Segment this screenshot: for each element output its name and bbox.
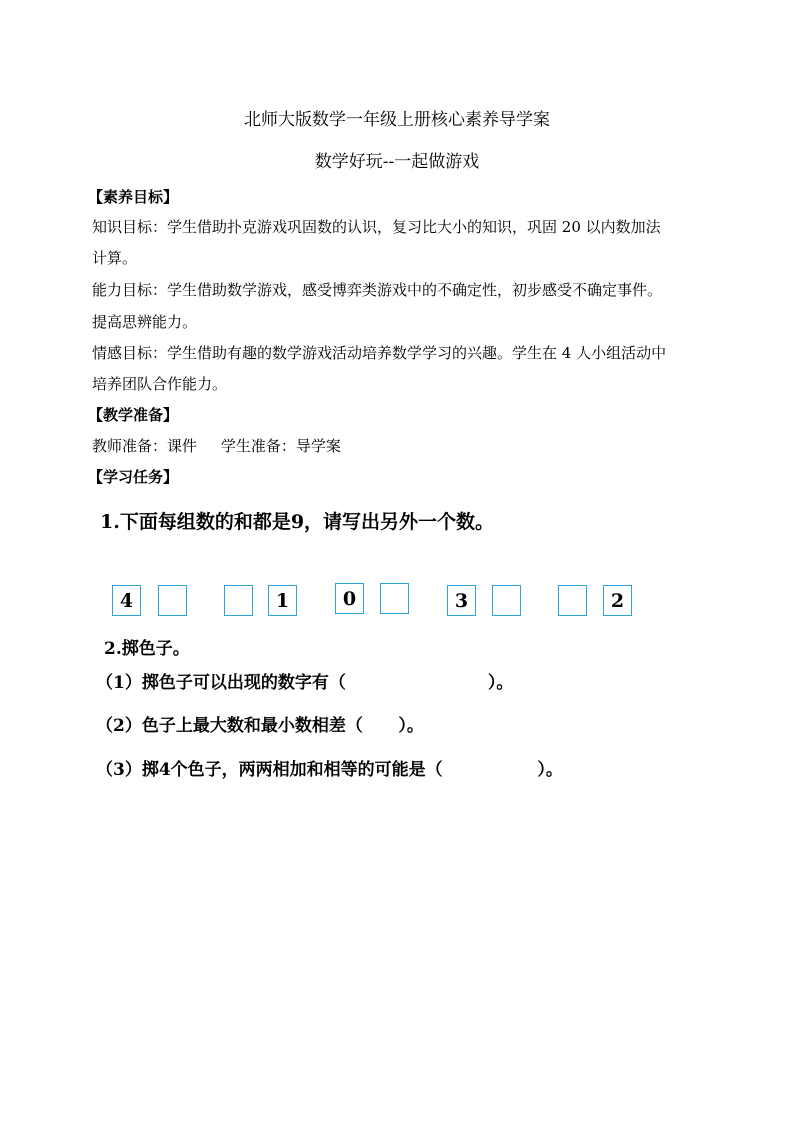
answer-box-3[interactable] — [224, 585, 253, 616]
question-2-part-3: （3）掷4个色子，两两相加和相等的可能是（ ）。 — [96, 760, 563, 780]
answer-box-8[interactable] — [492, 585, 521, 616]
answer-box-9[interactable] — [558, 585, 587, 616]
goal-knowledge-line-2: 计算。 — [92, 249, 138, 267]
goal-knowledge-line-1: 知识目标：学生借助扑克游戏巩固数的认识，复习比大小的知识，巩固 20 以内数加法 — [92, 218, 661, 236]
goal-emotion-line-2: 培养团队合作能力。 — [92, 375, 228, 393]
answer-box-5[interactable]: 0 — [335, 583, 364, 614]
answer-box-7[interactable]: 3 — [447, 585, 476, 616]
question-1-text: 1.下面每组数的和都是9，请写出另外一个数。 — [100, 511, 495, 533]
goal-emotion-line-1: 情感目标：学生借助有趣的数学游戏活动培养数学学习的兴趣。学生在 4 人小组活动中 — [92, 344, 667, 362]
goal-ability-line-2: 提高思辨能力。 — [92, 313, 198, 331]
page-title: 北师大版数学一年级上册核心素养导学案 — [244, 110, 550, 130]
question-2-part-1: （1）掷色子可以出现的数字有（ ）。 — [96, 673, 514, 693]
answer-box-1[interactable]: 4 — [112, 585, 141, 616]
answer-box-6[interactable] — [380, 583, 409, 614]
page-subtitle: 数学好玩--一起做游戏 — [314, 152, 480, 172]
goals-heading: 【素养目标】 — [88, 188, 179, 206]
question-2-title: 2.掷色子。 — [104, 639, 190, 659]
goal-ability-line-1: 能力目标：学生借助数学游戏，感受博弈类游戏中的不确定性，初步感受不确定事件。 — [92, 281, 663, 299]
prep-heading: 【教学准备】 — [88, 406, 179, 424]
answer-box-10[interactable]: 2 — [603, 585, 632, 616]
prep-line: 教师准备：课件 学生准备：导学案 — [92, 437, 341, 455]
answer-box-2[interactable] — [158, 585, 187, 616]
answer-box-4[interactable]: 1 — [268, 585, 297, 616]
tasks-heading: 【学习任务】 — [88, 468, 179, 486]
question-2-part-2: （2）色子上最大数和最小数相差（ ）。 — [96, 716, 424, 736]
